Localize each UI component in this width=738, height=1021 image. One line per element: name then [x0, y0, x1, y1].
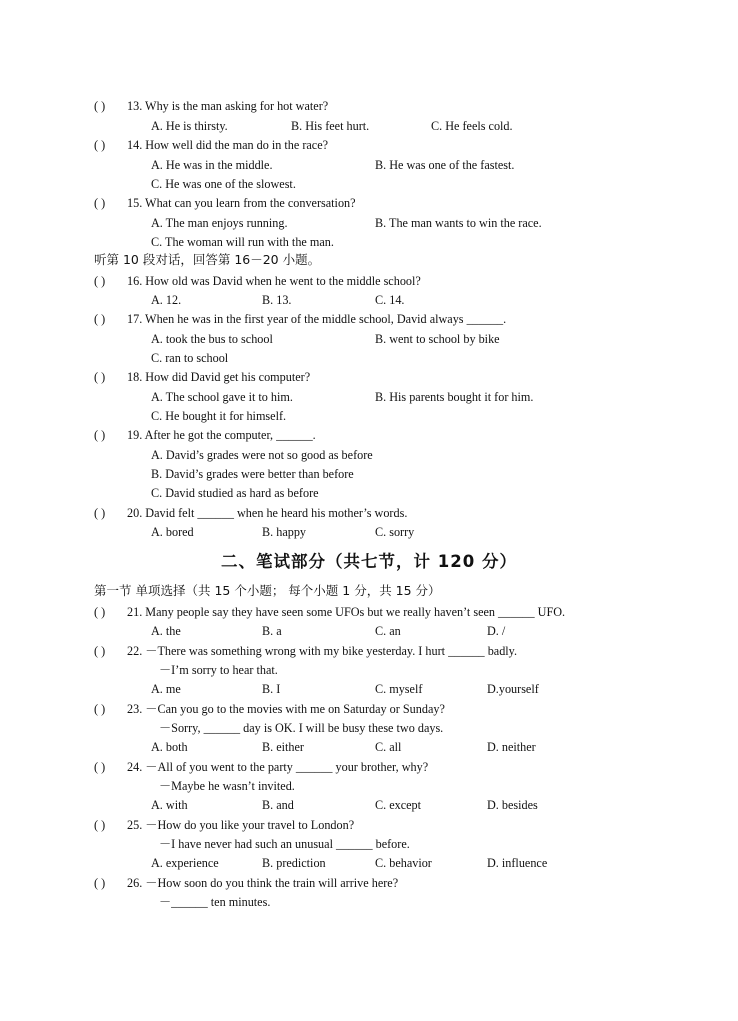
q23-dialogue-line: －Sorry, ______ day is OK. I will be busy these two days. — [159, 721, 444, 735]
question-15-stem: 15. What can you learn from the conversation? — [127, 196, 356, 210]
q25-option-c: C. behavior — [375, 856, 432, 870]
question-14-stem: 14. How well did the man do in the race? — [127, 138, 329, 152]
answer-blank[interactable]: ( ) — [94, 818, 106, 832]
q18-option-b: B. His parents bought it for him. — [375, 390, 534, 404]
answer-blank[interactable]: ( ) — [94, 99, 106, 113]
answer-blank[interactable]: ( ) — [94, 370, 106, 384]
question-17-stem: 17. When he was in the first year of the middle school, David always ______. — [127, 312, 507, 326]
q17-option-b: B. went to school by bike — [375, 332, 500, 346]
q19-option-a: A. David’s grades were not so good as before — [151, 448, 373, 462]
q20-option-c: C. sorry — [375, 525, 415, 539]
q24-dialogue-line: －Maybe he wasn’t invited. — [159, 779, 295, 793]
answer-blank[interactable]: ( ) — [94, 876, 106, 890]
q21-option-a: A. the — [151, 624, 181, 638]
q24-option-b: B. and — [262, 798, 294, 812]
question-22-stem: 22. －There was something wrong with my bike yesterday. I hurt ______ badly. — [127, 644, 518, 658]
q21-option-c: C. an — [375, 624, 401, 638]
q22-option-c: C. myself — [375, 682, 423, 696]
q18-option-a: A. The school gave it to him. — [151, 390, 293, 404]
q20-option-a: A. bored — [151, 525, 194, 539]
q24-option-d: D. besides — [487, 798, 538, 812]
answer-blank[interactable]: ( ) — [94, 138, 106, 152]
question-13-stem: 13. Why is the man asking for hot water? — [127, 99, 329, 113]
q21-option-b: B. a — [262, 624, 282, 638]
q14-option-b: B. He was one of the fastest. — [375, 158, 515, 172]
q13-option-c: C. He feels cold. — [431, 119, 513, 133]
question-23-stem: 23. －Can you go to the movies with me on Saturday or Sunday? — [127, 702, 445, 716]
question-26-stem: 26. －How soon do you think the train will arrive here? — [127, 876, 399, 890]
q14-option-a: A. He was in the middle. — [151, 158, 273, 172]
q15-option-b: B. The man wants to win the race. — [375, 216, 542, 230]
answer-blank[interactable]: ( ) — [94, 274, 106, 288]
answer-blank[interactable]: ( ) — [94, 760, 106, 774]
answer-blank[interactable]: ( ) — [94, 506, 106, 520]
q17-option-a: A. took the bus to school — [151, 332, 273, 346]
q22-option-b: B. I — [262, 682, 281, 696]
q19-option-b: B. David’s grades were better than before — [151, 467, 354, 481]
question-18-stem: 18. How did David get his computer? — [127, 370, 311, 384]
section-title: 二、笔试部分（共七节，计 120 分） — [221, 552, 517, 571]
q20-option-b: B. happy — [262, 525, 307, 539]
answer-blank[interactable]: ( ) — [94, 644, 106, 658]
question-21-stem: 21. Many people say they have seen some UFOs but we really haven’t seen ______ UFO. — [127, 605, 566, 619]
question-16-stem: 16. How old was David when he went to the middle school? — [127, 274, 421, 288]
question-20-stem: 20. David felt ______ when he heard his mother’s words. — [127, 506, 408, 520]
question-25-stem: 25. －How do you like your travel to London? — [127, 818, 355, 832]
q26-dialogue-line: －______ ten minutes. — [159, 895, 271, 909]
q25-option-b: B. prediction — [262, 856, 326, 870]
q16-option-a: A. 12. — [151, 293, 182, 307]
q13-option-a: A. He is thirsty. — [151, 119, 228, 133]
answer-blank[interactable]: ( ) — [94, 312, 106, 326]
q16-option-b: B. 13. — [262, 293, 292, 307]
q19-option-c: C. David studied as hard as before — [151, 486, 319, 500]
q21-option-d: D. / — [487, 624, 506, 638]
q23-option-a: A. both — [151, 740, 188, 754]
q23-option-d: D. neither — [487, 740, 536, 754]
q25-option-a: A. experience — [151, 856, 219, 870]
q17-option-c: C. ran to school — [151, 351, 229, 365]
q24-option-c: C. except — [375, 798, 422, 812]
q14-option-c: C. He was one of the slowest. — [151, 177, 296, 191]
q22-option-a: A. me — [151, 682, 181, 696]
answer-blank[interactable]: ( ) — [94, 702, 106, 716]
answer-blank[interactable]: ( ) — [94, 605, 106, 619]
q18-option-c: C. He bought it for himself. — [151, 409, 287, 423]
question-24-stem: 24. －All of you went to the party ______ your brother, why? — [127, 760, 429, 774]
question-19-stem: 19. After he got the computer, ______. — [127, 428, 316, 442]
q24-option-a: A. with — [151, 798, 188, 812]
answer-blank[interactable]: ( ) — [94, 428, 106, 442]
q23-option-c: C. all — [375, 740, 402, 754]
q13-option-b: B. His feet hurt. — [291, 119, 370, 133]
q22-dialogue-line: －I’m sorry to hear that. — [159, 663, 278, 677]
q15-option-a: A. The man enjoys running. — [151, 216, 288, 230]
q22-option-d: D.yourself — [487, 682, 539, 696]
q23-option-b: B. either — [262, 740, 304, 754]
answer-blank[interactable]: ( ) — [94, 196, 106, 210]
listening-instruction: 听第 10 段对话，回答第 16－20 小题。 — [94, 252, 321, 267]
q15-option-c: C. The woman will run with the man. — [151, 235, 334, 249]
part-heading: 第一节 单项选择（共 15 个小题； 每个小题 1 分，共 15 分） — [94, 583, 441, 598]
q16-option-c: C. 14. — [375, 293, 405, 307]
q25-option-d: D. influence — [487, 856, 548, 870]
q25-dialogue-line: －I have never had such an unusual ______ before. — [159, 837, 410, 851]
